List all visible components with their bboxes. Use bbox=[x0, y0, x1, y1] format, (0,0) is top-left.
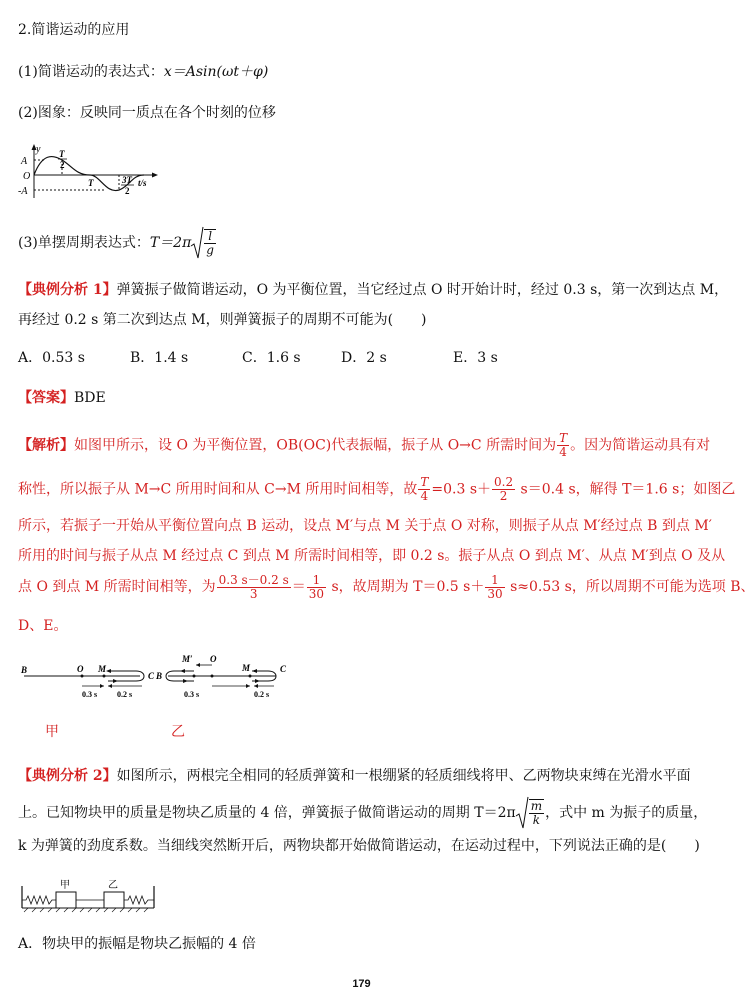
t-label: T bbox=[88, 178, 94, 188]
jia-label-c: C bbox=[148, 671, 155, 681]
example1-text1: 弹簧振子做简谐运动，O 为平衡位置，当它经过点 O 时开始计时，经过 0.3 s，第一次到达点 M， bbox=[116, 282, 729, 298]
option-c: C．1.6 s bbox=[242, 350, 301, 366]
analysis-line3: 所示，若振子一开始从平衡位置向点 B 运动，设点 M′与点 M 关于点 O 对称，则振子从点 M′经过点 B 到点 M′ bbox=[18, 518, 712, 534]
frac3-num: 0.2 bbox=[494, 475, 514, 489]
yi-point-mp bbox=[193, 675, 196, 678]
analysis-text1: 如图甲所示，设 O 为平衡位置，OB(OC)代表振幅，振子从 O→C 所需时间为 bbox=[74, 437, 557, 454]
jia-point-m bbox=[103, 675, 106, 678]
caption-jia: 甲 bbox=[45, 724, 59, 740]
three-half-t-num: 3T bbox=[122, 175, 132, 185]
frac2-den: 4 bbox=[420, 489, 429, 503]
jia-loop-arrow-bottom bbox=[113, 679, 118, 683]
yi-label-o: O bbox=[210, 654, 217, 664]
example2-line1 bbox=[18, 766, 691, 786]
analysis-text2-mid: =0.3 s＋ bbox=[431, 481, 492, 498]
example2-line2 bbox=[18, 796, 707, 830]
t-axis-arrow bbox=[152, 173, 158, 178]
pendulum-num: l bbox=[208, 229, 213, 243]
example1-options bbox=[18, 348, 498, 368]
frac1-den: 4 bbox=[559, 445, 567, 459]
pendulum-line bbox=[18, 226, 217, 260]
pendulum-formula: T＝2π bbox=[149, 235, 192, 251]
example2-tag: 【典例分析 2】 bbox=[18, 768, 117, 784]
analysis-frac3 bbox=[492, 476, 515, 503]
left-spring bbox=[22, 896, 56, 904]
analysis-frac4 bbox=[217, 574, 291, 601]
option-a: A．0.53 s bbox=[18, 350, 85, 366]
yi-loop-left-arrow-top bbox=[180, 669, 185, 673]
analysis-text2: 称性，所以振子从 M→C 所用时间和从 C→M 所用时间相等，故 bbox=[18, 481, 418, 498]
example1-line2: 再经过 0.2 s 第二次到达点 M，则弹簧振子的周期不可能为( ) bbox=[18, 312, 427, 328]
block-jia-label: 甲 bbox=[60, 880, 70, 891]
jia-time1: 0.3 s bbox=[82, 690, 98, 699]
frac6-den: 30 bbox=[487, 586, 503, 601]
half-t-den: 2 bbox=[60, 160, 65, 170]
yi-loop-left-arrow-bottom bbox=[183, 679, 188, 683]
pendulum-den: g bbox=[206, 243, 214, 257]
yi-time1: 0.3 s bbox=[184, 690, 200, 699]
jia-loop-arrow-top bbox=[106, 669, 111, 673]
example2-text2: 上。已知物块甲的质量是物块乙质量的 4 倍，弹簧振子做简谐运动的周期 T＝2π bbox=[18, 805, 516, 821]
analysis-text5-eq: ＝ bbox=[291, 579, 306, 595]
analysis-text5: 点 O 到点 M 所需时间相等，为 bbox=[18, 579, 216, 595]
option-d: D．2 s bbox=[341, 350, 387, 366]
option-e: E．3 s bbox=[453, 350, 498, 366]
example2-fraction bbox=[529, 799, 544, 827]
sqrt-symbol-2 bbox=[516, 796, 528, 830]
section-title: 2.简谐运动的应用 bbox=[18, 22, 130, 38]
block-yi-label: 乙 bbox=[108, 880, 118, 891]
analysis-text1-tail: 。因为简谐运动具有对 bbox=[570, 437, 711, 454]
sine-graph bbox=[14, 142, 164, 200]
jia-label-o: O bbox=[77, 664, 84, 674]
yi-top-seg-arrow bbox=[196, 663, 200, 667]
yi-point-o bbox=[211, 675, 214, 678]
frac3-den: 2 bbox=[499, 489, 508, 503]
answer-line bbox=[18, 388, 106, 408]
yi-label-m: M bbox=[242, 663, 251, 673]
expression-label: (1)简谐运动的表达式： bbox=[18, 64, 164, 80]
pendulum-fraction bbox=[204, 229, 216, 257]
origin-label: O bbox=[23, 171, 31, 182]
yi-seg2-arrow bbox=[254, 684, 258, 688]
jia-time2: 0.2 s bbox=[117, 690, 133, 699]
yi-point-m bbox=[249, 675, 252, 678]
yi-loop-right-arrow-bottom bbox=[255, 679, 260, 683]
analysis-line2 bbox=[18, 476, 735, 503]
analysis-line6: D、E。 bbox=[18, 618, 68, 634]
yi-time2: 0.2 s bbox=[254, 690, 270, 699]
image-line: (2)图象：反映同一质点在各个时刻的位移 bbox=[18, 105, 276, 121]
example2-line3: k 为弹簧的劲度系数。当细线突然断开后，两物块都开始做简谐运动，在运动过程中，下列说法正确的是( ) bbox=[18, 838, 700, 854]
spring-block-diagram bbox=[18, 876, 160, 916]
analysis-frac1 bbox=[557, 432, 569, 459]
example2-text2-tail: ，式中 m 为振子的质量， bbox=[545, 805, 708, 821]
jia-label-b: B bbox=[21, 665, 28, 675]
yi-label-c: C bbox=[280, 664, 287, 674]
answer-value: BDE bbox=[74, 390, 106, 406]
analysis-line1 bbox=[18, 432, 710, 459]
half-t-num: T bbox=[59, 149, 65, 159]
page-number: 179 bbox=[352, 978, 371, 990]
analysis-frac6 bbox=[485, 574, 504, 601]
jia-point-o bbox=[81, 675, 84, 678]
diagram-jia bbox=[18, 658, 163, 700]
analysis-text5-mid: s，故周期为 T＝0.5 s＋ bbox=[327, 579, 485, 595]
caption-yi: 乙 bbox=[171, 724, 185, 740]
analysis-text5-tail: s≈0.53 s，所以周期不可能为选项 B、 bbox=[505, 579, 755, 595]
frac5-den: 30 bbox=[308, 586, 325, 601]
expression-line bbox=[18, 62, 268, 82]
frac4-num: 0.3 s－0.2 s bbox=[218, 572, 289, 587]
analysis-tag: 【解析】 bbox=[18, 437, 74, 454]
example2-den: k bbox=[532, 813, 541, 827]
yi-label-b: B bbox=[156, 671, 163, 681]
frac6-num: 1 bbox=[485, 574, 504, 588]
frac5-num: 1 bbox=[307, 574, 326, 588]
jia-label-m: M bbox=[98, 664, 107, 674]
floor-hatch bbox=[24, 908, 148, 912]
option-b: B．1.4 s bbox=[130, 350, 189, 366]
block-yi bbox=[104, 892, 124, 908]
t-axis-label: t/s bbox=[138, 178, 147, 188]
analysis-line4: 所用的时间与振子从点 M 经过点 C 到点 M 所需时间相等，即 0.2 s。振子从点 O 到点 M′、从点 M′到点 O 及从 bbox=[18, 548, 726, 564]
frac4-den: 3 bbox=[249, 586, 258, 601]
analysis-frac2 bbox=[418, 476, 430, 503]
a-label: A bbox=[21, 156, 28, 167]
diagram-yi bbox=[154, 652, 294, 700]
three-half-t-den: 2 bbox=[125, 186, 130, 196]
yi-label-mp: M′ bbox=[182, 654, 193, 664]
frac2-num: T bbox=[420, 475, 429, 489]
block-jia bbox=[56, 892, 76, 908]
answer-tag: 【答案】 bbox=[18, 390, 74, 406]
analysis-frac5 bbox=[307, 574, 326, 601]
example2-option-a: A．物块甲的振幅是物块乙振幅的 4 倍 bbox=[18, 936, 256, 952]
pendulum-label: (3)单摆周期表达式： bbox=[18, 235, 150, 251]
right-spring bbox=[124, 896, 154, 904]
jia-seg2-arrow bbox=[108, 684, 112, 688]
example1-tag: 【典例分析 1】 bbox=[18, 282, 117, 298]
analysis-line5 bbox=[18, 572, 755, 602]
expression-formula: x＝Asin(ωt＋φ) bbox=[163, 64, 269, 80]
jia-seg1-arrow bbox=[100, 684, 104, 688]
sqrt-symbol bbox=[191, 226, 203, 260]
example2-num: m bbox=[530, 799, 543, 813]
yi-seg1-arrow bbox=[246, 684, 250, 688]
y-axis-label: y bbox=[36, 144, 41, 155]
yi-loop-right-arrow-top bbox=[252, 669, 257, 673]
example2-text1: 如图所示，两根完全相同的轻质弹簧和一根绷紧的轻质细线将甲、乙两物块束缚在光滑水平面 bbox=[116, 768, 691, 784]
example1-line1 bbox=[18, 280, 728, 300]
neg-a-label: -A bbox=[18, 186, 28, 197]
analysis-text2-tail: s＝0.4 s，解得 T＝1.6 s；如图乙 bbox=[516, 481, 736, 498]
frac1-num: T bbox=[559, 431, 568, 445]
